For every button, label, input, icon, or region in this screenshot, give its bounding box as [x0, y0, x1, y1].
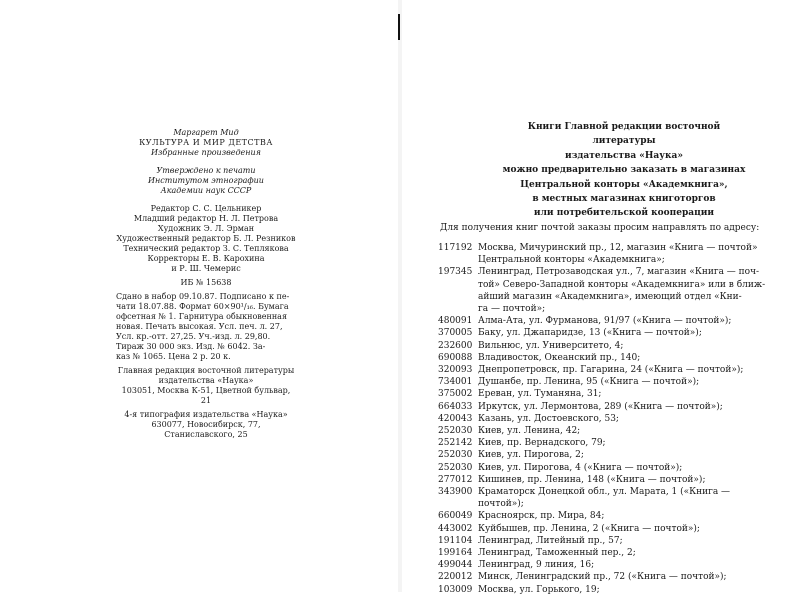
- address-line: Киев, ул. Ленина, 42;: [478, 426, 581, 437]
- heading-line: издательства «Наука»: [565, 150, 683, 161]
- address-line: Днепропетровск, пр. Гагарина, 24 («Книга — почтой»);: [478, 365, 744, 376]
- heading-line: Центральной конторы «Академкнига»,: [520, 179, 728, 190]
- address-entry: [438, 315, 780, 327]
- address-entry: [438, 510, 780, 522]
- credit-line: Художественный редактор Б. Л. Резников: [116, 234, 296, 243]
- imprint-block: [116, 128, 296, 440]
- postal-code: 197345: [438, 267, 473, 278]
- address-text: [478, 266, 780, 315]
- postal-code: 220012: [438, 572, 473, 583]
- address-text: [478, 584, 780, 596]
- address-entry: [438, 242, 780, 266]
- postal-code: 443002: [438, 523, 473, 534]
- printing-line: офсетная № 1. Гарнитура обыкновенная: [116, 312, 287, 321]
- heading-line: можно предварительно заказать в магазинах: [502, 165, 746, 176]
- credit-line: Младший редактор Н. Л. Петрова: [133, 214, 279, 223]
- address-text: [478, 376, 780, 388]
- address-line: той» Северо-Западной конторы «Академкнига» или в ближ-: [478, 279, 766, 290]
- address-line: Владивосток, Океанский пр., 140;: [478, 352, 641, 363]
- address-line: Ленинград, Литейный пр., 57;: [478, 535, 623, 546]
- address-line: Красноярск, пр. Мира, 84;: [478, 511, 605, 522]
- heading-line: или потребительской кооперации: [533, 208, 715, 219]
- left-page: [0, 0, 398, 592]
- address-text: [478, 242, 780, 266]
- address-text: [478, 559, 780, 571]
- address-entry: [438, 474, 780, 486]
- gutter-mark: [398, 14, 400, 40]
- intro-text: Для получения книг почтой заказы просим направлять по адресу:: [440, 223, 760, 233]
- address-line: почтой»);: [478, 499, 524, 510]
- postal-code: 499044: [438, 560, 473, 571]
- address-line: Ереван, ул. Туманяна, 31;: [478, 389, 602, 400]
- address-text: [478, 462, 780, 474]
- address-entry: [438, 376, 780, 388]
- postal-code: 734001: [438, 377, 473, 388]
- book-subtitle: Избранные произведения: [151, 148, 261, 157]
- postal-code: 277012: [438, 474, 473, 485]
- heading-line: в местных магазинах книготоргов: [532, 194, 716, 205]
- ib-number: ИБ № 15638: [180, 278, 232, 287]
- printing-line: чати 18.07.88. Формат 60×90¹/₁₆. Бумага: [116, 302, 289, 311]
- printer-line: 4-я типография издательства «Наука»: [124, 410, 288, 419]
- postal-code: 232600: [438, 340, 473, 351]
- credit-line: и Р. Ш. Чемерис: [171, 264, 241, 273]
- address-text: [478, 425, 780, 437]
- address-entry: [438, 327, 780, 339]
- postal-code: 252030: [438, 426, 473, 437]
- credit-line: Корректоры Е. В. Карохина: [147, 254, 265, 263]
- address-line: Казань, ул. Достоевского, 53;: [478, 413, 619, 424]
- address-text: [478, 352, 780, 364]
- address-line: Киев, ул. Пирогова, 4 («Книга — почтой»);: [478, 462, 683, 473]
- address-entry: [438, 571, 780, 583]
- address-line: га — почтой»;: [478, 304, 546, 315]
- credit-line: Редактор С. С. Цельникер: [150, 204, 262, 213]
- postal-code: 420043: [438, 413, 473, 424]
- printing-line: Сдано в набор 09.10.87. Подписано к пе-: [116, 292, 290, 301]
- postal-code: 664033: [438, 401, 473, 412]
- address-text: [478, 449, 780, 461]
- postal-code: 375002: [438, 389, 473, 400]
- postal-code: 480091: [438, 316, 473, 327]
- address-text: [478, 535, 780, 547]
- postal-code: 199164: [438, 548, 473, 559]
- address-line: айший магазин «Академкнига», имеющий отдел «Кни-: [478, 291, 742, 302]
- address-entry: [438, 486, 780, 510]
- address-entry: [438, 535, 780, 547]
- address-entry: [438, 547, 780, 559]
- address-list: [438, 242, 780, 596]
- address-text: [478, 474, 780, 486]
- address-text: [478, 571, 780, 583]
- address-text: [478, 401, 780, 413]
- postal-code: 370005: [438, 328, 473, 339]
- postal-code: 252142: [438, 438, 473, 449]
- heading-line: Книги Главной редакции восточной литературы: [527, 122, 721, 147]
- address-entry: [438, 462, 780, 474]
- address-line: Куйбышев, пр. Ленина, 2 («Книга — почтой»);: [478, 523, 700, 534]
- publisher-line: 103051, Москва К-51, Цветной бульвар, 21: [121, 386, 291, 405]
- address-text: [478, 315, 780, 327]
- address-entry: [438, 584, 780, 596]
- address-line: Киев, ул. Пирогова, 2;: [478, 450, 584, 461]
- address-line: Ленинград, Таможенный пер., 2;: [478, 548, 636, 559]
- address-line: Алма-Ата, ул. Фурманова, 91/97 («Книга — почтой»);: [478, 316, 732, 327]
- postal-code: 320093: [438, 365, 473, 376]
- address-entry: [438, 425, 780, 437]
- address-line: Баку, ул. Джапаридзе, 13 («Книга — почтой»);: [478, 328, 702, 339]
- postal-code: 690088: [438, 352, 473, 363]
- publisher-line: издательства «Наука»: [158, 376, 254, 385]
- address-line: Душанбе, пр. Ленина, 95 («Книга — почтой»);: [478, 377, 700, 388]
- address-text: [478, 510, 780, 522]
- address-line: Краматорск Донецкой обл., ул. Марата, 1 («Книга —: [478, 487, 731, 498]
- address-text: [478, 413, 780, 425]
- address-text: [478, 486, 780, 510]
- printing-line: Усл. кр.-отт. 27,25. Уч.-изд. л. 29,80.: [116, 332, 271, 341]
- ordering-heading: [498, 120, 750, 221]
- address-line: Киев, пр. Вернадского, 79;: [478, 438, 606, 449]
- printing-line: Тираж 30 000 экз. Изд. № 6042. За-: [116, 342, 266, 351]
- postal-code: 252030: [438, 462, 473, 473]
- address-entry: [438, 266, 780, 315]
- address-line: Минск, Ленинградский пр., 72 («Книга — почтой»);: [478, 572, 727, 583]
- publisher-line: Главная редакция восточной литературы: [117, 366, 295, 375]
- address-text: [478, 523, 780, 535]
- address-text: [478, 340, 780, 352]
- address-text: [478, 327, 780, 339]
- address-entry: [438, 364, 780, 376]
- address-line: Ленинград, 9 линия, 16;: [478, 560, 595, 571]
- postal-code: 343900: [438, 487, 473, 498]
- address-entry: [438, 401, 780, 413]
- postal-code: 103009: [438, 584, 473, 595]
- address-line: Ленинград, Петрозаводская ул., 7, магазин «Книга — поч-: [478, 267, 760, 278]
- postal-code: 117192: [438, 243, 473, 253]
- approval-line: Институтом этнографии: [148, 176, 264, 185]
- credit-line: Технический редактор З. С. Теплякова: [123, 244, 289, 253]
- author-name: Маргарет Мид: [173, 128, 239, 137]
- address-line: Кишинев, пр. Ленина, 148 («Книга — почтой»);: [478, 474, 706, 485]
- address-line: Вильнюс, ул. Университето, 4;: [478, 340, 624, 351]
- address-line: Центральной конторы «Академкнига»;: [478, 255, 665, 266]
- approval-line: Утверждено к печати: [156, 166, 256, 175]
- address-text: [478, 437, 780, 449]
- address-entry: [438, 388, 780, 400]
- postal-code: 191104: [438, 535, 473, 546]
- address-line: Иркутск, ул. Лермонтова, 289 («Книга — почтой»);: [478, 401, 723, 412]
- right-page: [402, 0, 800, 595]
- printing-line: каз № 1065. Цена 2 р. 20 к.: [116, 352, 231, 361]
- approval-line: Академии наук СССР: [160, 186, 252, 195]
- printing-line: новая. Печать высокая. Усл. печ. л. 27,: [116, 322, 283, 331]
- postal-code: 252030: [438, 450, 473, 461]
- address-text: [478, 364, 780, 376]
- address-entry: [438, 413, 780, 425]
- address-entry: [438, 437, 780, 449]
- address-entry: [438, 559, 780, 571]
- address-line: Москва, ул. Горького, 19;: [478, 584, 600, 595]
- printer-line: 630077, Новосибирск, 77, Станиславского, 25: [151, 420, 261, 439]
- address-entry: [438, 523, 780, 535]
- book-title: КУЛЬТУРА И МИР ДЕТСТВА: [139, 138, 273, 147]
- address-entry: [438, 352, 780, 364]
- address-text: [478, 547, 780, 559]
- postal-code: 660049: [438, 511, 473, 522]
- address-entry: [438, 340, 780, 352]
- address-line: Москва, Мичуринский пр., 12, магазин «Книга — почтой»: [478, 243, 758, 253]
- address-entry: [438, 449, 780, 461]
- credit-line: Художник Э. Л. Эрман: [157, 224, 255, 233]
- address-text: [478, 388, 780, 400]
